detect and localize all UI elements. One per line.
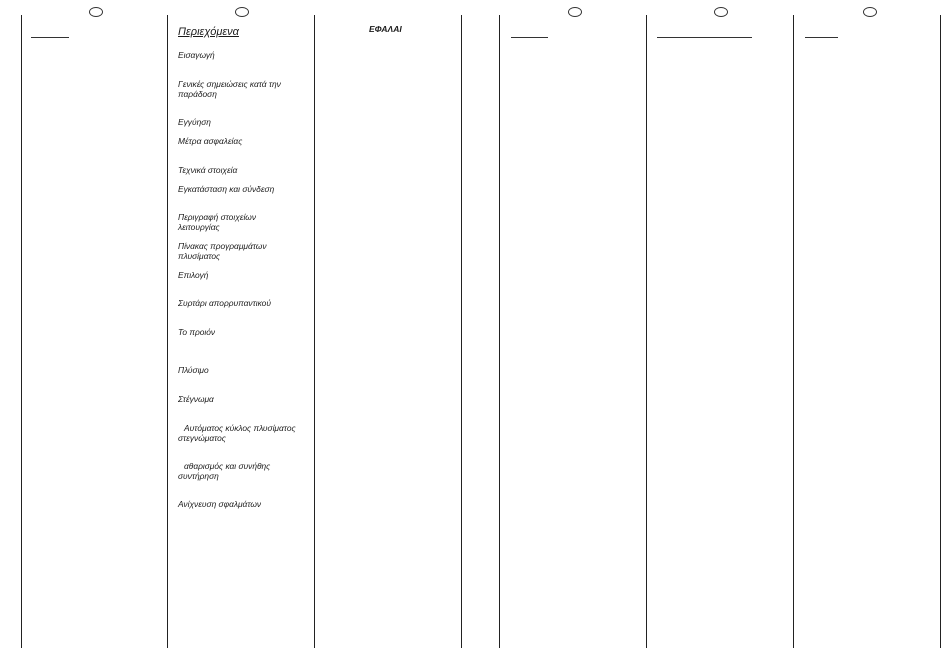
toc-item[interactable]: Πίνακας προγραμμάτων πλυσίματος — [178, 241, 267, 261]
toc-item[interactable]: Το προιόν — [178, 327, 216, 337]
toc-item[interactable]: Ανίχνευση σφαλμάτων — [178, 499, 262, 509]
toc-item[interactable]: Τεχνικά στοιχεία — [178, 165, 238, 175]
registration-circle-icon — [714, 7, 728, 17]
registration-circle-icon — [89, 7, 103, 17]
toc-item[interactable]: Γενικές σημειώσεις κατά την παράδοση — [178, 79, 281, 99]
header-rule — [805, 37, 838, 38]
toc-item[interactable]: Συρτάρι απορρυπαντικού — [178, 298, 271, 308]
column-divider — [499, 15, 500, 648]
column-divider — [21, 15, 22, 648]
header-rule — [31, 37, 69, 38]
column-divider — [940, 15, 941, 648]
header-rule — [511, 37, 548, 38]
toc-item[interactable]: Εγκατάσταση και σύνδεση — [178, 184, 275, 194]
toc-item[interactable]: Στέγνωμα — [178, 394, 214, 404]
section-heading: ΕΦΑΛΑΙ — [369, 24, 402, 34]
toc-item[interactable]: Εισαγωγή — [178, 50, 215, 60]
column-divider — [461, 15, 462, 648]
registration-circle-icon — [863, 7, 877, 17]
toc-title: Περιεχόμενα — [178, 26, 239, 38]
toc-item[interactable]: αθαρισμός και συνήθης συντήρηση — [178, 461, 271, 481]
toc-item[interactable]: Μέτρα ασφαλείας — [178, 136, 243, 146]
toc-item[interactable]: Πλύσιμο — [178, 365, 209, 375]
column-divider — [314, 15, 315, 648]
header-rule — [657, 37, 752, 38]
column-divider — [646, 15, 647, 648]
column-divider — [167, 15, 168, 648]
toc-item[interactable]: Εγγύηση — [178, 117, 211, 127]
registration-circle-icon — [235, 7, 249, 17]
column-divider — [793, 15, 794, 648]
toc-item[interactable]: Αυτόματος κύκλος πλυσίματος στεγνώματος — [178, 423, 296, 443]
toc-item[interactable]: Περιγραφή στοιχείων λειτουργίας — [178, 212, 257, 232]
toc-item[interactable]: Επιλογή — [178, 270, 209, 280]
registration-circle-icon — [568, 7, 582, 17]
